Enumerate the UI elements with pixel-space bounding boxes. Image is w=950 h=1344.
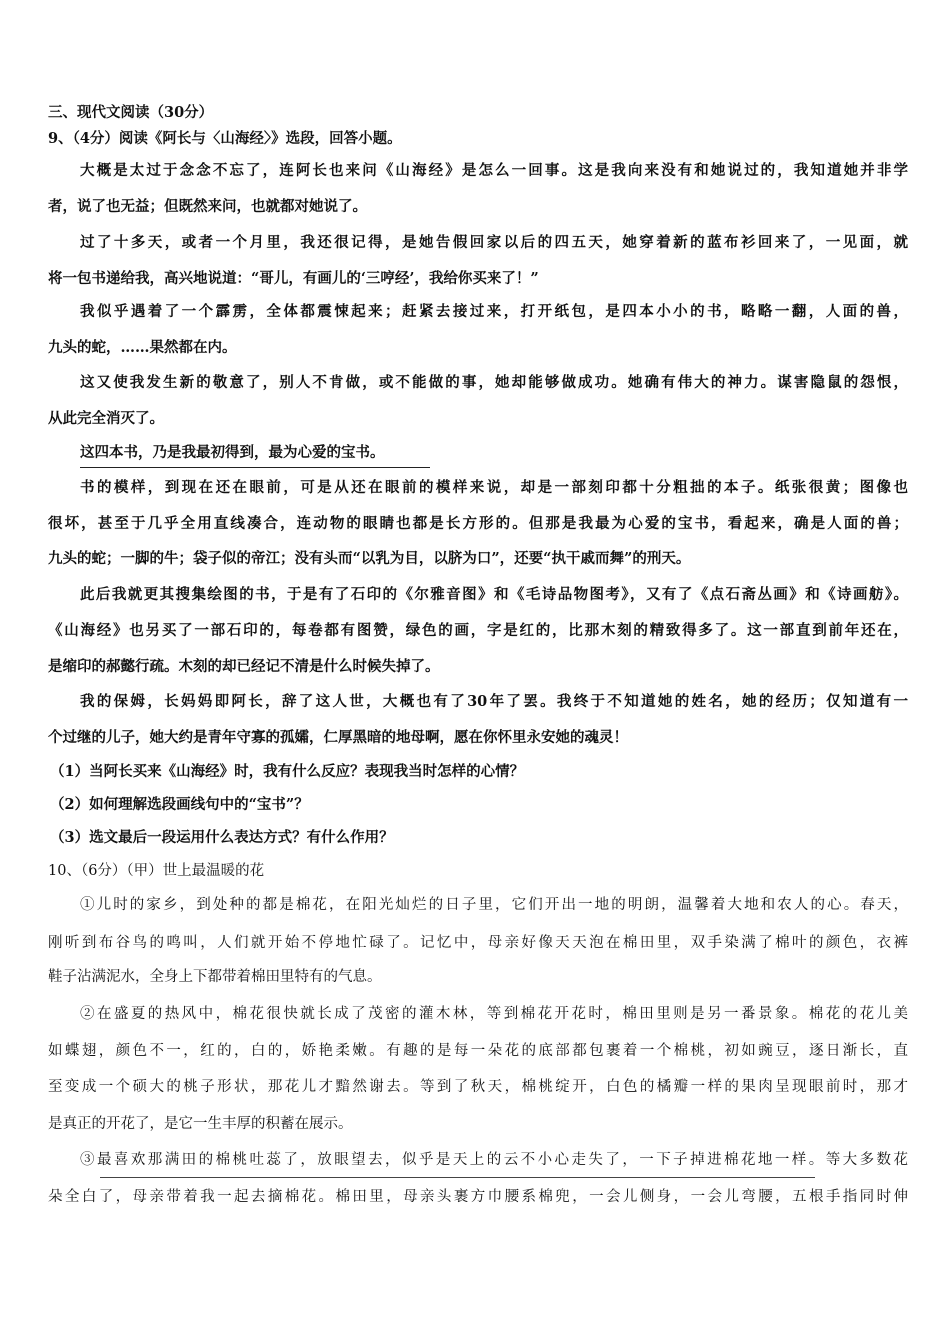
q9-underlined-sentence: 这四本书，乃是我最初得到，最为心爱的宝书。	[80, 444, 385, 461]
q9-paragraph-2-line-2: 将一包书递给我，高兴地说道：“哥儿，有画儿的‘三哼经’，我给你买来了！”	[48, 270, 539, 287]
question-9-title: 9、（4分）阅读《阿长与〈山海经〉》选段，回答小题。	[48, 130, 402, 147]
q9-paragraph-1-line-2: 者，说了也无益；但既然来问，也就都对她说了。	[48, 198, 367, 215]
q10-paragraph-3-line-2: 朵全白了，母亲带着我一起去摘棉花。棉田里，母亲头裹方巾腰系棉兜，一会儿侧身，一会儿弯腰，五根手指同时伸	[48, 1189, 908, 1205]
underline-mark-2	[100, 1177, 815, 1178]
question-10-title: 10、（6分）（甲）世上最温暖的花	[48, 863, 265, 879]
q9-paragraph-6-line-3: 九头的蛇；一脚的牛；袋子似的帝江；没有头而“以乳为目，以脐为口”，还要“执干戚而舞”的刑天。	[48, 550, 691, 567]
q9-paragraph-7-line-2: 《山海经》也另买了一部石印的，每卷都有图赞，绿色的画，字是红的，比那木刻的精致得多了。这一部直到前年还在，	[48, 622, 908, 639]
section-header: 三、现代文阅读（30分）	[48, 104, 214, 121]
q9-paragraph-6-line-2: 很坏，甚至于几乎全用直线凑合，连动物的眼睛也都是长方形的。但那是我最为心爱的宝书，看起来，确是人面的兽；	[48, 515, 908, 532]
q9-paragraph-7-line-3: 是缩印的郝懿行疏。木刻的却已经记不清是什么时候失掉了。	[48, 658, 440, 675]
underline-mark	[80, 467, 430, 468]
q9-paragraph-3-line-1: 我似乎遇着了一个霹雳，全体都震悚起来；赶紧去接过来，打开纸包，是四本小小的书，略略一翻，人面的兽，	[80, 303, 908, 320]
q9-paragraph-4-line-1: 这又使我发生新的敬意了，别人不肯做，或不能做的事，她却能够做成功。她确有伟大的神力。谋害隐鼠的怨恨，	[80, 374, 908, 391]
q9-paragraph-4-line-2: 从此完全消灭了。	[48, 410, 164, 427]
q10-paragraph-2-line-2: 如蝶翅，颜色不一，红的，白的，娇艳柔嫩。有趣的是每一朵花的底部都包裹着一个棉桃，初如豌豆，逐日渐长，直	[48, 1043, 908, 1059]
q9-paragraph-3-line-2: 九头的蛇，……果然都在内。	[48, 339, 237, 356]
q9-subquestion-1: （1）当阿长买来《山海经》时，我有什么反应？表现我当时怎样的心情？	[50, 763, 525, 780]
q10-paragraph-1-line-1: ①儿时的家乡，到处种的都是棉花，在阳光灿烂的日子里，它们开出一地的明朗，温馨着大地和农人的心。春天，	[80, 897, 908, 913]
q9-subquestion-3: （3）选文最后一段运用什么表达方式？有什么作用？	[50, 829, 394, 846]
q10-paragraph-1-line-2: 刚听到布谷鸟的鸣叫，人们就开始不停地忙碌了。记忆中，母亲好像天天泡在棉田里，双手染满了棉叶的颜色，衣裤	[48, 935, 908, 951]
q9-paragraph-1-line-1: 大概是太过于念念不忘了，连阿长也来问《山海经》是怎么一回事。这是我向来没有和她说过的，我知道她并非学	[80, 162, 908, 179]
q10-paragraph-2-line-1: ②在盛夏的热风中，棉花很快就长成了茂密的灌木林，等到棉花开花时，棉田里则是另一番景象。棉花的花儿美	[80, 1006, 908, 1022]
q9-subquestion-2: （2）如何理解选段画线句中的“宝书”？	[50, 796, 309, 813]
q10-paragraph-2-line-3: 至变成一个硕大的桃子形状，那花儿才黯然谢去。等到了秋天，棉桃绽开，白色的橘瓣一样的果肉呈现眼前时，那才	[48, 1079, 908, 1095]
q9-paragraph-6-line-1: 书的模样，到现在还在眼前，可是从还在眼前的模样来说，却是一部刻印都十分粗拙的本子。纸张很黄；图像也	[80, 479, 908, 496]
q9-paragraph-2-line-1: 过了十多天，或者一个月里，我还很记得，是她告假回家以后的四五天，她穿着新的蓝布衫回来了，一见面，就	[80, 234, 908, 251]
q10-paragraph-1-line-3: 鞋子沾满泥水，全身上下都带着棉田里特有的气息。	[48, 969, 382, 985]
q9-paragraph-7-line-1: 此后我就更其搜集绘图的书，于是有了石印的《尔雅音图》和《毛诗品物图考》，又有了《点石斋丛画》和《诗画舫》。	[80, 586, 908, 603]
q10-paragraph-3-line-1: ③最喜欢那满田的棉桃吐蕊了，放眼望去，似乎是天上的云不小心走失了，一下子掉进棉花地一样。等大多数花	[80, 1152, 908, 1168]
q9-paragraph-8-line-2: 个过继的儿子，她大约是青年守寡的孤孀，仁厚黑暗的地母啊，愿在你怀里永安她的魂灵！	[48, 729, 628, 746]
q10-paragraph-2-line-4: 是真正的开花了，是它一生丰厚的积蓄在展示。	[48, 1116, 353, 1132]
q9-paragraph-8-line-1: 我的保姆，长妈妈即阿长，辞了这人世，大概也有了30年了罢。我终于不知道她的姓名，她的经历；仅知道有一	[80, 693, 908, 710]
